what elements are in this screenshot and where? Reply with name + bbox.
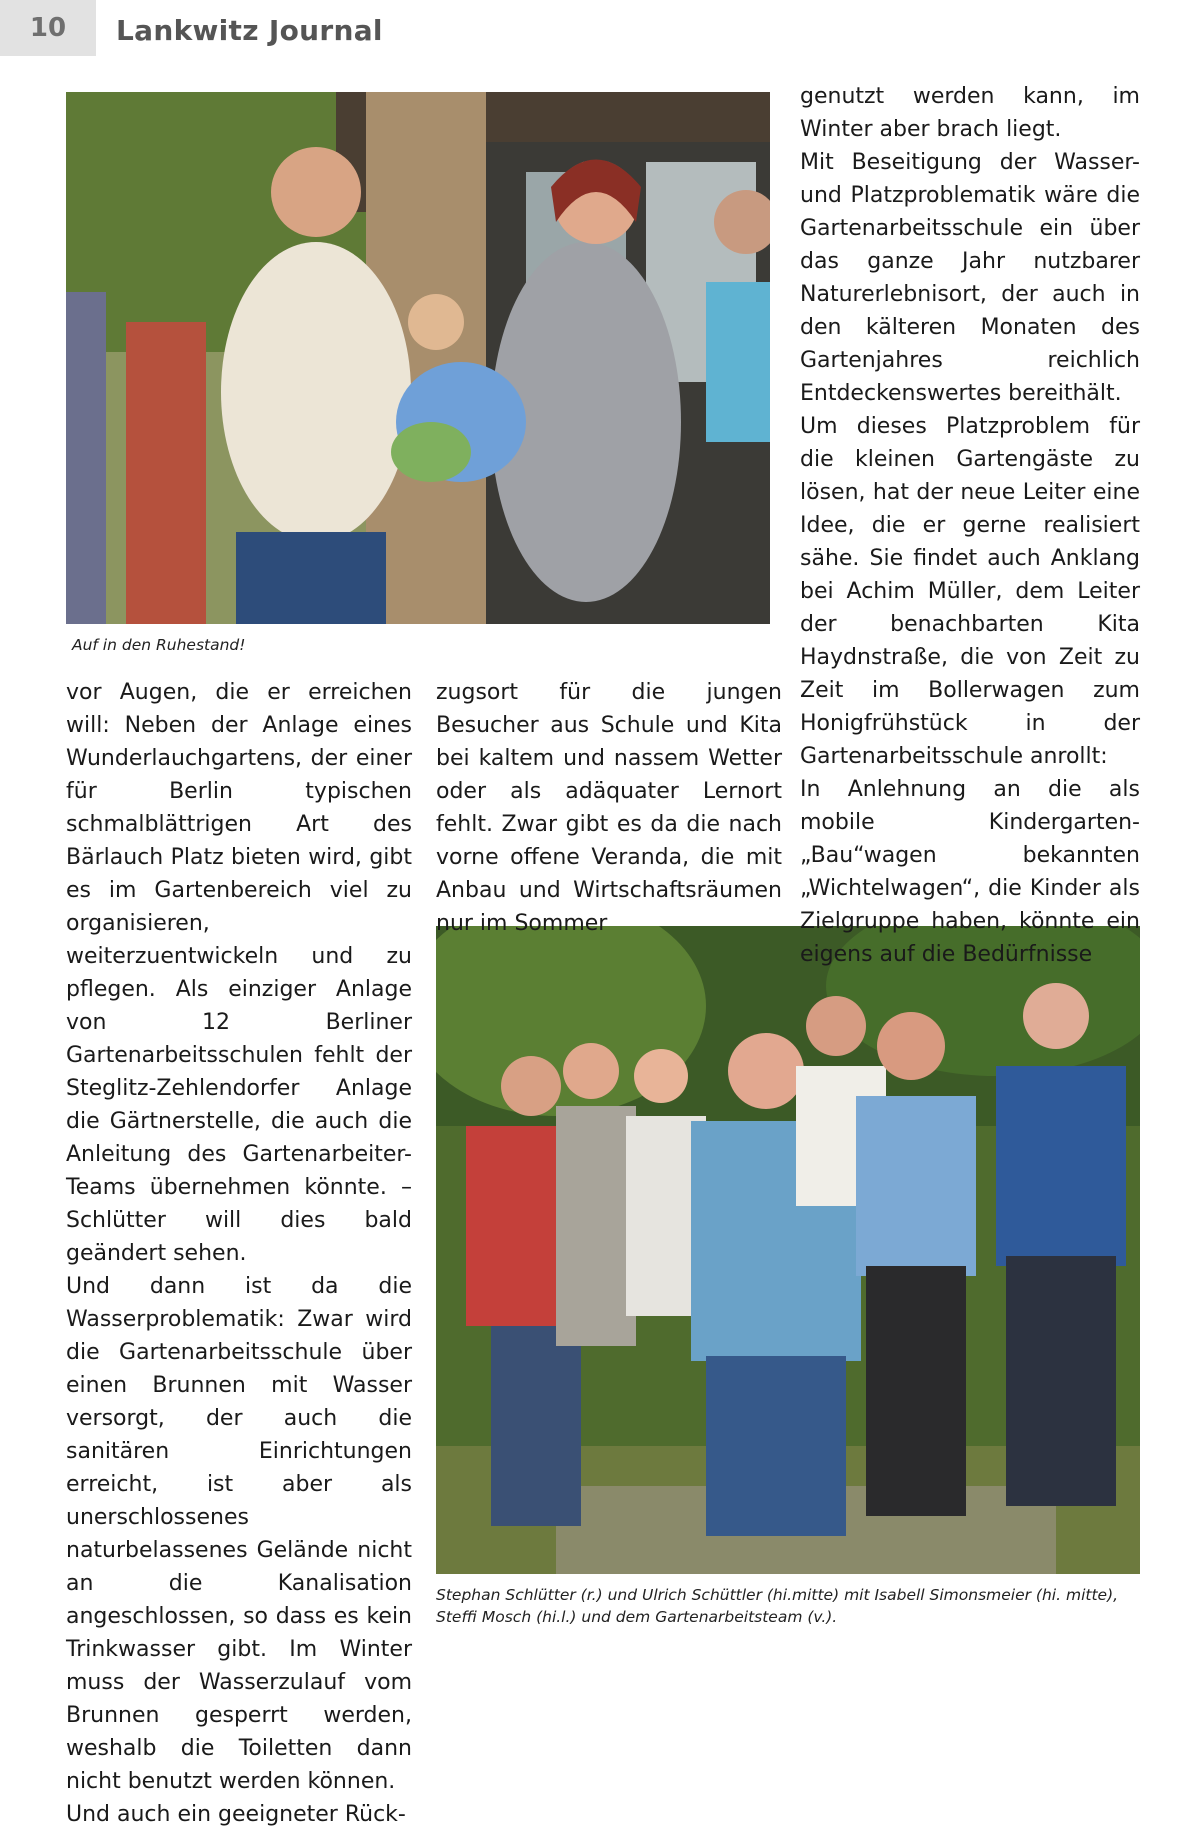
photo-team-image <box>436 926 1140 1574</box>
article-column-1 <box>66 676 412 1831</box>
photo-retirement-image <box>66 92 770 624</box>
journal-title: Lankwitz Journal <box>116 14 383 47</box>
photo-retirement <box>66 92 770 624</box>
article-column-2 <box>436 676 782 940</box>
page-number: 10 <box>0 0 96 56</box>
paragraph: Um dieses Platzproblem für die kleinen Gartengäste zu lösen, hat der neue Leiter eine Idee, die er gerne realisiert sähe. Sie findet auch Anklang bei Achim Müller, dem Leiter der benachbarten Kita Haydnstraße, die von Zeit zu Zeit im Bollerwagen zum Honigfrühstück in der Gartenarbeitsschule anrollt: <box>800 414 1140 769</box>
caption-team: Stephan Schlütter (r.) und Ulrich Schüttler (hi.mitte) mit Isabell Simonsmeier (hi. mitte), Steffi Mosch (hi.l.) und dem Gartenarbeitsteam (v.). <box>436 1586 1119 1626</box>
paragraph: Und auch ein geeigneter Rück- <box>66 1802 406 1827</box>
caption-retirement: Auf in den Ruhestand! <box>72 636 246 654</box>
paragraph: Mit Beseitigung der Wasser- und Platzproblematik wäre die Gartenarbeitsschule ein über das ganze Jahr nutzbarer Naturerlebnisort, der auch in den kälteren Monaten des Gartenjahres reichlich Entdeckenswertes bereithält. <box>800 150 1140 406</box>
paragraph: genutzt werden kann, im Winter aber brach liegt. <box>800 84 1140 142</box>
paragraph: zugsort für die jungen Besucher aus Schule und Kita bei kaltem und nassem Wetter oder als adäquater Lernort fehlt. Zwar gibt es da die nach vorne offene Veranda, die mit Anbau und Wirtschaftsräumen nur im Sommer <box>436 680 782 936</box>
paragraph: Und dann ist da die Wasserproblematik: Zwar wird die Gartenarbeitsschule über einen Brunnen mit Wasser versorgt, der auch die sanitären Einrichtungen erreicht, ist aber als unerschlossenes naturbelassenes Gelände nicht an die Kanalisation angeschlossen, so dass es kein Trinkwasser gibt. Im Winter muss der Wasserzulauf vom Brunnen gesperrt werden, weshalb die Toiletten dann nicht benutzt werden können. <box>66 1274 412 1794</box>
paragraph: vor Augen, die er erreichen will: Neben der Anlage eines Wunderlauchgartens, der einer für Berlin typischen schmalblättrigen Art des Bärlauch Platz bieten wird, gibt es im Gartenbereich viel zu organisieren, weiterzuentwickeln und zu pflegen. Als einziger Anlage von 12 Berliner Gartenarbeitsschulen fehlt der Steglitz-Zehlendorfer Anlage die Gärtnerstelle, die auch die Anleitung des Gartenarbeiter-Teams übernehmen könnte. – Schlütter will dies bald geändert sehen. <box>66 680 412 1266</box>
paragraph: In Anlehnung an die als mobile Kindergarten-„Bau“wagen bekannten „Wichtelwagen“, die Kinder als Zielgruppe haben, könnte ein eigens auf die Bedürfnisse <box>800 777 1140 967</box>
photo-team <box>436 926 1140 1574</box>
article-column-3 <box>800 80 1140 971</box>
